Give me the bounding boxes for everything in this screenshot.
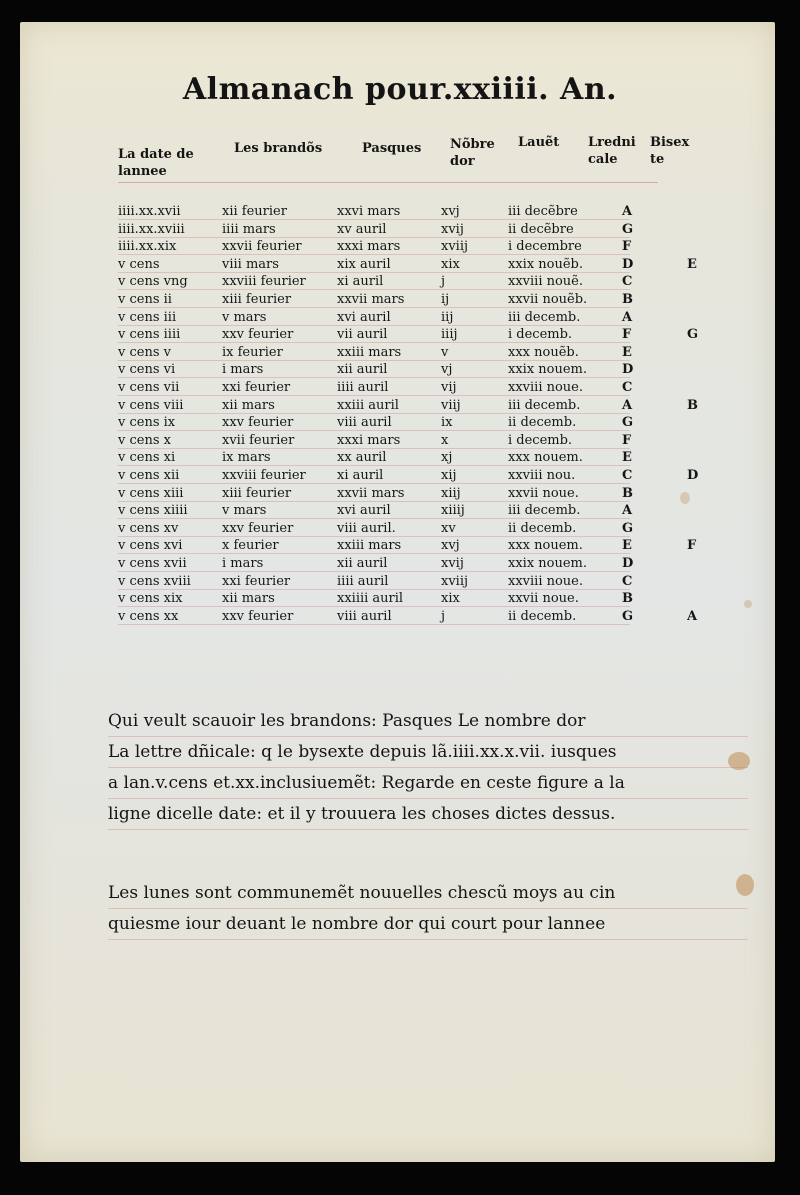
table-row xyxy=(0,221,800,239)
paragraph-lunes xyxy=(108,878,748,940)
text-line: quiesme iour deuant le nombre dor qui court pour lannee xyxy=(108,909,748,940)
cell-nombre-dor: iiij xyxy=(441,327,458,343)
cell-date: v cens viii xyxy=(118,397,184,413)
cell-date: iiii.xx.xviii xyxy=(118,221,185,237)
cell-brandons: ix mars xyxy=(222,450,271,466)
cell-date: v cens iii xyxy=(118,309,177,325)
cell-date: v cens xix xyxy=(118,591,183,607)
cell-pasques: xxiiii auril xyxy=(337,591,404,607)
cell-pasques: xxiii mars xyxy=(337,344,402,360)
cell-date: v cens iiii xyxy=(118,327,181,343)
cell-pasques: viii auril xyxy=(337,608,392,624)
cell-brandons: viii mars xyxy=(222,256,279,272)
cell-date: v cens ix xyxy=(118,415,176,431)
cell-nombre-dor: xiiij xyxy=(441,503,465,519)
cell-nombre-dor: xiij xyxy=(441,485,461,501)
table-row xyxy=(0,238,800,256)
table-row xyxy=(0,291,800,309)
cell-lettre-dnicale: G xyxy=(622,608,634,624)
cell-auent: i decembre xyxy=(508,239,582,255)
cell-date: v cens xyxy=(118,256,160,272)
cell-auent: xxviii nouẽ. xyxy=(508,274,584,290)
cell-auent: xxvii noue. xyxy=(508,485,579,501)
cell-lettre-dnicale: A xyxy=(622,503,633,519)
cell-nombre-dor: ix xyxy=(441,415,453,431)
cell-brandons: xxi feurier xyxy=(222,573,291,589)
table-row xyxy=(0,449,800,467)
cell-nombre-dor: xvj xyxy=(441,538,460,554)
cell-lettre-dnicale: C xyxy=(622,274,633,290)
header-brandons: Les brandõs xyxy=(234,141,323,156)
cell-bisexte: B xyxy=(687,397,698,413)
cell-lettre-dnicale: G xyxy=(622,221,634,237)
table-row xyxy=(0,326,800,344)
cell-auent: xxx nouẽb. xyxy=(508,344,579,360)
cell-auent: xxviii nou. xyxy=(508,468,576,483)
cell-nombre-dor: xvij xyxy=(441,221,464,237)
cell-lettre-dnicale: F xyxy=(622,239,632,255)
cell-auent: i decemb. xyxy=(508,432,573,448)
cell-brandons: i mars xyxy=(222,556,264,571)
cell-pasques: xv auril xyxy=(337,221,387,237)
cell-lettre-dnicale: E xyxy=(622,344,632,360)
cell-pasques: viii auril. xyxy=(337,520,396,536)
cell-pasques: xxvii mars xyxy=(337,485,405,501)
cell-auent: ii decemb. xyxy=(508,520,577,536)
cell-date: v cens xvi xyxy=(118,538,183,554)
cell-nombre-dor: j xyxy=(441,608,446,624)
cell-auent: xxix nouem. xyxy=(508,556,588,571)
cell-lettre-dnicale: C xyxy=(622,380,633,395)
cell-nombre-dor: vij xyxy=(441,380,457,395)
cell-auent: xxx nouem. xyxy=(508,538,583,554)
cell-pasques: xi auril xyxy=(337,468,384,483)
cell-lettre-dnicale: G xyxy=(622,520,634,536)
cell-date: v cens xviii xyxy=(118,573,191,589)
cell-lettre-dnicale: E xyxy=(622,450,632,466)
table-row xyxy=(0,273,800,291)
cell-auent: xxviii noue. xyxy=(508,380,584,395)
cell-brandons: xvii feurier xyxy=(222,432,295,448)
cell-date: v cens xii xyxy=(118,468,180,483)
table-row xyxy=(0,203,800,221)
cell-nombre-dor: xv xyxy=(441,520,456,536)
cell-date: v cens vng xyxy=(118,274,188,290)
cell-nombre-dor: xvj xyxy=(441,204,460,219)
header-pasques: Pasques xyxy=(362,141,422,156)
cell-nombre-dor: xj xyxy=(441,450,453,466)
table-row xyxy=(0,379,800,397)
paragraph-instructions xyxy=(108,706,748,830)
cell-nombre-dor: xix xyxy=(441,591,460,607)
page-title: Almanach pour.xxiiii. An. xyxy=(182,72,618,107)
table-row xyxy=(0,520,800,538)
cell-auent: ii decemb. xyxy=(508,608,577,624)
cell-nombre-dor: xij xyxy=(441,468,457,483)
cell-brandons: xxviii feurier xyxy=(222,274,306,290)
cell-lettre-dnicale: A xyxy=(622,309,633,325)
table-row xyxy=(0,502,800,520)
cell-lettre-dnicale: F xyxy=(622,432,632,448)
header-lauent: Lauẽt xyxy=(518,135,560,150)
cell-lettre-dnicale: C xyxy=(622,468,633,483)
cell-lettre-dnicale: E xyxy=(622,538,632,554)
cell-date: v cens xv xyxy=(118,520,179,536)
cell-lettre-dnicale: C xyxy=(622,573,633,589)
cell-brandons: i mars xyxy=(222,362,264,378)
cell-brandons: xxv feurier xyxy=(222,327,294,343)
cell-date: v cens xvii xyxy=(118,556,187,571)
cell-pasques: xvi auril xyxy=(337,503,391,519)
cell-brandons: xxviii feurier xyxy=(222,468,306,483)
table-row xyxy=(0,555,800,573)
cell-pasques: xxiii mars xyxy=(337,538,402,554)
cell-bisexte: G xyxy=(687,327,699,343)
cell-lettre-dnicale: F xyxy=(622,327,632,343)
cell-lettre-dnicale: D xyxy=(622,256,634,272)
table-row xyxy=(0,414,800,432)
cell-brandons: iiii mars xyxy=(222,221,276,237)
cell-auent: xxix nouẽb. xyxy=(508,256,584,272)
table-row xyxy=(0,573,800,591)
cell-pasques: iiii auril xyxy=(337,380,389,395)
cell-bisexte: A xyxy=(687,608,698,624)
cell-nombre-dor: xvij xyxy=(441,556,464,571)
cell-brandons: v mars xyxy=(222,503,267,519)
cell-date: v cens xiiii xyxy=(118,503,188,519)
cell-date: v cens vii xyxy=(118,380,180,395)
cell-nombre-dor: v xyxy=(441,344,449,360)
cell-nombre-dor: x xyxy=(441,432,449,448)
cell-bisexte: D xyxy=(687,468,699,483)
cell-pasques: iiii auril xyxy=(337,573,389,589)
table-row xyxy=(0,361,800,379)
cell-pasques: xxxi mars xyxy=(337,239,401,255)
cell-pasques: xxiii auril xyxy=(337,397,399,413)
cell-lettre-dnicale: B xyxy=(622,485,633,501)
cell-brandons: xii mars xyxy=(222,591,275,607)
cell-brandons: xxv feurier xyxy=(222,520,294,536)
cell-brandons: xxv feurier xyxy=(222,608,294,624)
cell-date: iiii.xx.xvii xyxy=(118,204,181,219)
cell-lettre-dnicale: G xyxy=(622,415,634,431)
cell-brandons: xiii feurier xyxy=(222,292,292,307)
cell-date: v cens x xyxy=(118,432,171,448)
cell-date: iiii.xx.xix xyxy=(118,239,177,255)
cell-pasques: viii auril xyxy=(337,415,392,431)
header-nombre-dor: Nõbre dor xyxy=(450,137,495,169)
cell-brandons: xii feurier xyxy=(222,204,287,219)
table-row xyxy=(0,537,800,555)
cell-pasques: xvi auril xyxy=(337,309,391,325)
cell-date: v cens xi xyxy=(118,450,176,466)
cell-lettre-dnicale: D xyxy=(622,556,634,571)
cell-lettre-dnicale: A xyxy=(622,397,633,413)
cell-nombre-dor: viij xyxy=(441,397,461,413)
cell-brandons: v mars xyxy=(222,309,267,325)
text-line: Qui veult scauoir les brandons: Pasques Le nombre dor xyxy=(108,706,748,737)
cell-nombre-dor: ij xyxy=(441,292,450,307)
cell-brandons: x feurier xyxy=(222,538,279,554)
cell-auent: xxvii noue. xyxy=(508,591,579,607)
text-line: ligne dicelle date: et il y trouuera les choses dictes dessus. xyxy=(108,799,748,830)
cell-lettre-dnicale: B xyxy=(622,292,633,307)
table-row xyxy=(0,590,800,608)
cell-pasques: xii auril xyxy=(337,556,388,571)
cell-auent: iii decemb. xyxy=(508,503,581,519)
cell-auent: ii decemb. xyxy=(508,415,577,431)
cell-date: v cens vi xyxy=(118,362,176,378)
cell-auent: xxix nouem. xyxy=(508,362,588,378)
cell-auent: xxviii noue. xyxy=(508,573,584,589)
header-lettre-dnicale: Lredni cale xyxy=(588,135,636,167)
cell-bisexte: F xyxy=(687,538,697,554)
cell-auent: iii decemb. xyxy=(508,309,581,325)
cell-nombre-dor: xix xyxy=(441,256,460,272)
header-bisexte: Bisex te xyxy=(650,135,690,167)
cell-brandons: xxv feurier xyxy=(222,415,294,431)
table-row xyxy=(0,344,800,362)
cell-date: v cens v xyxy=(118,344,171,360)
cell-pasques: xxvi mars xyxy=(337,204,401,219)
cell-pasques: vii auril xyxy=(337,327,388,343)
cell-date: v cens ii xyxy=(118,292,172,307)
cell-brandons: xii mars xyxy=(222,397,275,413)
text-line: Les lunes sont communemẽt nouuelles chescũ moys au cin xyxy=(108,878,748,909)
table-row xyxy=(0,256,800,274)
cell-auent: xxvii nouẽb. xyxy=(508,292,588,307)
cell-lettre-dnicale: A xyxy=(622,204,633,219)
table-row xyxy=(0,467,800,485)
cell-auent: xxx nouem. xyxy=(508,450,583,466)
cell-pasques: xx auril xyxy=(337,450,387,466)
text-line: La lettre dñicale: q le bysexte depuis lã.iiii.xx.x.vii. iusques xyxy=(108,737,748,768)
table-row xyxy=(0,608,800,626)
cell-pasques: xxxi mars xyxy=(337,432,401,448)
table-row xyxy=(0,309,800,327)
cell-pasques: xii auril xyxy=(337,362,388,378)
cell-pasques: xxvii mars xyxy=(337,292,405,307)
cell-auent: iii decemb. xyxy=(508,397,581,413)
cell-bisexte: E xyxy=(687,256,697,272)
table-row xyxy=(0,432,800,450)
cell-nombre-dor: iij xyxy=(441,309,454,325)
cell-pasques: xi auril xyxy=(337,274,384,290)
text-line: a lan.v.cens et.xx.inclusiuemẽt: Regarde en ceste figure a la xyxy=(108,768,748,799)
cell-date: v cens xiii xyxy=(118,485,184,501)
cell-date: v cens xx xyxy=(118,608,179,624)
cell-lettre-dnicale: B xyxy=(622,591,633,607)
cell-auent: iii decẽbre xyxy=(508,204,578,219)
cell-nombre-dor: xviij xyxy=(441,239,469,255)
cell-nombre-dor: xviij xyxy=(441,573,469,589)
cell-pasques: xix auril xyxy=(337,256,391,272)
cell-auent: i decemb. xyxy=(508,327,573,343)
cell-brandons: xiii feurier xyxy=(222,485,292,501)
cell-nombre-dor: j xyxy=(441,274,446,290)
cell-brandons: xxi feurier xyxy=(222,380,291,395)
cell-brandons: ix feurier xyxy=(222,344,283,360)
cell-brandons: xxvii feurier xyxy=(222,239,302,255)
cell-auent: ii decẽbre xyxy=(508,221,574,237)
table-row xyxy=(0,397,800,415)
header-rule xyxy=(118,182,658,183)
table-row xyxy=(0,485,800,503)
cell-nombre-dor: vj xyxy=(441,362,453,378)
cell-lettre-dnicale: D xyxy=(622,362,634,378)
header-date: La date de lannee xyxy=(118,147,194,179)
